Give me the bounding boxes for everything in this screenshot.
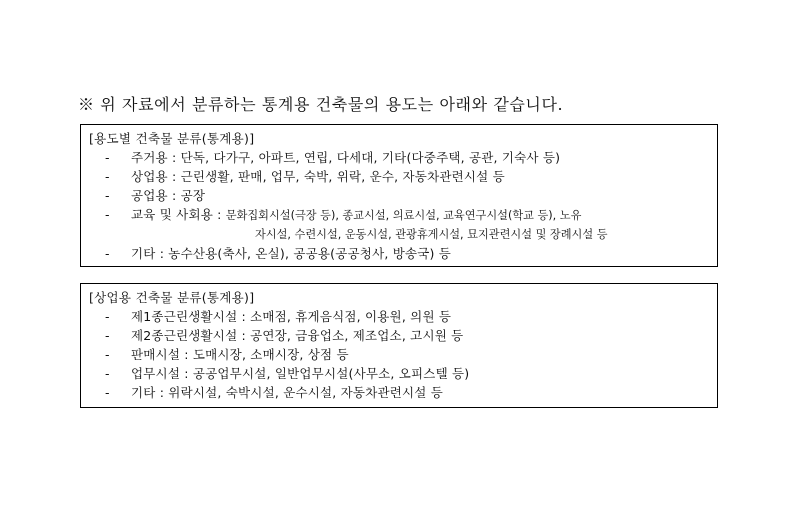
building-use-classification-box bbox=[80, 124, 718, 267]
list-item-text: 문화집회시설(극장 등), 종교시설, 의료시설, 교육연구시설(학교 등), 노유 bbox=[225, 209, 582, 222]
box-title: [용도별 건축물 분류(통계용)] bbox=[89, 131, 255, 146]
list-item bbox=[89, 148, 711, 167]
box-title: [상업용 건축물 분류(통계용)] bbox=[89, 290, 255, 305]
list-item-text: 판매시설 : 도매시장, 소매시장, 상점 등 bbox=[131, 347, 349, 362]
list-dash: - bbox=[105, 328, 110, 343]
list-item bbox=[89, 345, 711, 364]
list-item bbox=[89, 205, 711, 225]
list-dash: - bbox=[105, 150, 110, 165]
commercial-building-classification-box bbox=[80, 283, 718, 408]
list-item bbox=[89, 383, 711, 402]
intro-text: ※ 위 자료에서 분류하는 통계용 건축물의 용도는 아래와 같습니다. bbox=[78, 95, 564, 114]
list-item bbox=[89, 307, 711, 326]
list-dash: - bbox=[105, 366, 110, 381]
list-item bbox=[89, 186, 711, 205]
list-dash: - bbox=[105, 188, 110, 203]
list-item-text: 기타 : 농수산용(축사, 온실), 공공용(공공청사, 방송국) 등 bbox=[131, 246, 452, 261]
list-dash: - bbox=[105, 169, 110, 184]
list-dash: - bbox=[105, 347, 110, 362]
list-item-text: 제1종근린생활시설 : 소매점, 휴게음식점, 이용원, 의원 등 bbox=[131, 309, 452, 324]
list-item-text: 공업용 : 공장 bbox=[131, 188, 206, 203]
list-item-continuation: 자시설, 수련시설, 운동시설, 관광휴게시설, 묘지관련시설 및 장례시설 등 bbox=[255, 228, 608, 241]
list-item bbox=[89, 364, 711, 383]
list-item bbox=[89, 326, 711, 345]
list-item-text: 주거용 : 단독, 다가구, 아파트, 연립, 다세대, 기타(다중주택, 공관, 기숙사 등) bbox=[131, 150, 561, 165]
list-dash: - bbox=[105, 207, 110, 222]
list-dash: - bbox=[105, 246, 110, 261]
list-dash: - bbox=[105, 309, 110, 324]
list-item bbox=[89, 167, 711, 186]
list-item bbox=[89, 244, 711, 263]
list-item-label: 교육 및 사회용 : bbox=[131, 207, 226, 222]
list-item-text: 기타 : 위락시설, 숙박시설, 운수시설, 자동차관련시설 등 bbox=[131, 385, 444, 400]
list-dash: - bbox=[105, 385, 110, 400]
list-item-text: 제2종근린생활시설 : 공연장, 금융업소, 제조업소, 고시원 등 bbox=[131, 328, 464, 343]
list-item-text: 업무시설 : 공공업무시설, 일반업무시설(사무소, 오피스텔 등) bbox=[131, 366, 470, 381]
list-item-text: 상업용 : 근린생활, 판매, 업무, 숙박, 위락, 운수, 자동차관련시설 등 bbox=[131, 169, 505, 184]
